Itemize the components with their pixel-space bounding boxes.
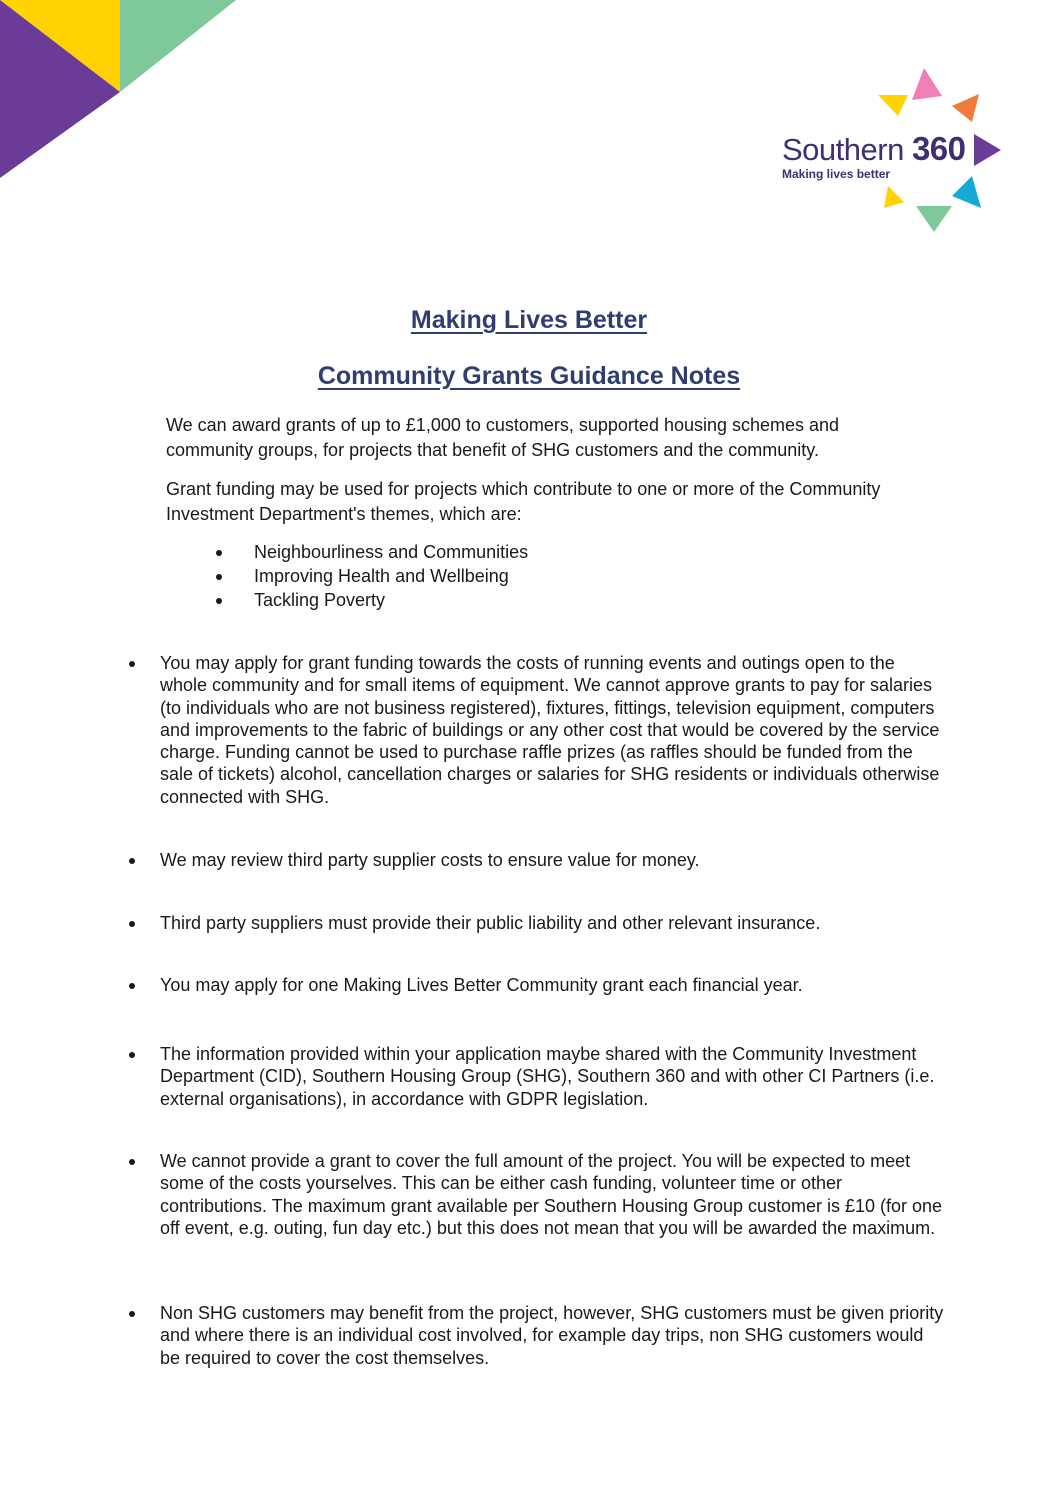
page-title: Making Lives Better [410, 306, 648, 334]
logo-text [782, 132, 966, 181]
theme-item: Tackling Poverty [212, 588, 528, 612]
guidance-note-3: Third party suppliers must provide their public liability and other relevant insurance. [124, 912, 944, 934]
page-subtitle: Community Grants Guidance Notes [317, 362, 741, 390]
guidance-note-7: Non SHG customers may benefit from the project, however, SHG customers must be given priority and where there is an individual cost involved, for example day trips, non SHG customers would be required to cover the cost themselves. [124, 1302, 944, 1369]
guidance-note-5: The information provided within your application maybe shared with the Community Investment Department (CID), Southern Housing Group (SHG), Southern 360 and with other CI Partners (i.e. external organisations), in accordance with GDPR legislation. [124, 1043, 944, 1110]
theme-item: Neighbourliness and Communities [212, 540, 528, 564]
green-triangle [120, 0, 236, 92]
guidance-note-6: We cannot provide a grant to cover the full amount of the project. You will be expected to meet some of the costs yourselves. This can be either cash funding, volunteer time or other contributions. The maximum grant available per Southern Housing Group customer is £10 (for one off event, e.g. outing, fun day etc.) but this does not mean that you will be awarded the maximum. [124, 1150, 944, 1239]
guidance-note-4: You may apply for one Making Lives Better Community grant each financial year. [124, 974, 944, 996]
intro-paragraph-2: Grant funding may be used for projects which contribute to one or more of the Community Investment Department's themes, which are: [166, 479, 881, 524]
theme-item: Improving Health and Wellbeing [212, 564, 528, 588]
intro-paragraph-1: We can award grants of up to £1,000 to customers, supported housing schemes and community groups, for projects that benefit of SHG customers and the community. [166, 415, 840, 460]
logo-name-part2: 360 [911, 130, 966, 167]
corner-decoration [0, 0, 240, 180]
southern-360-logo [776, 62, 1016, 238]
logo-tagline: Making lives better [782, 167, 891, 181]
themes-list [212, 540, 528, 612]
logo-name-part1: Southern [782, 132, 904, 167]
logo-name [782, 132, 966, 167]
guidance-note-2: We may review third party supplier costs to ensure value for money. [124, 849, 944, 871]
guidance-note-1: You may apply for grant funding towards the costs of running events and outings open to the whole community and for small items of equipment. We cannot approve grants to pay for salaries (to individuals who are not business registered), fixtures, fittings, television equipment, computers and improvements to the fabric of buildings or any other cost that would be covered by the service charge. Funding cannot be used to purchase raffle prizes (as raffles should be funded from the sale of tickets) alcohol, cancellation charges or salaries for SHG residents or individuals otherwise connected with SHG. [124, 652, 944, 808]
